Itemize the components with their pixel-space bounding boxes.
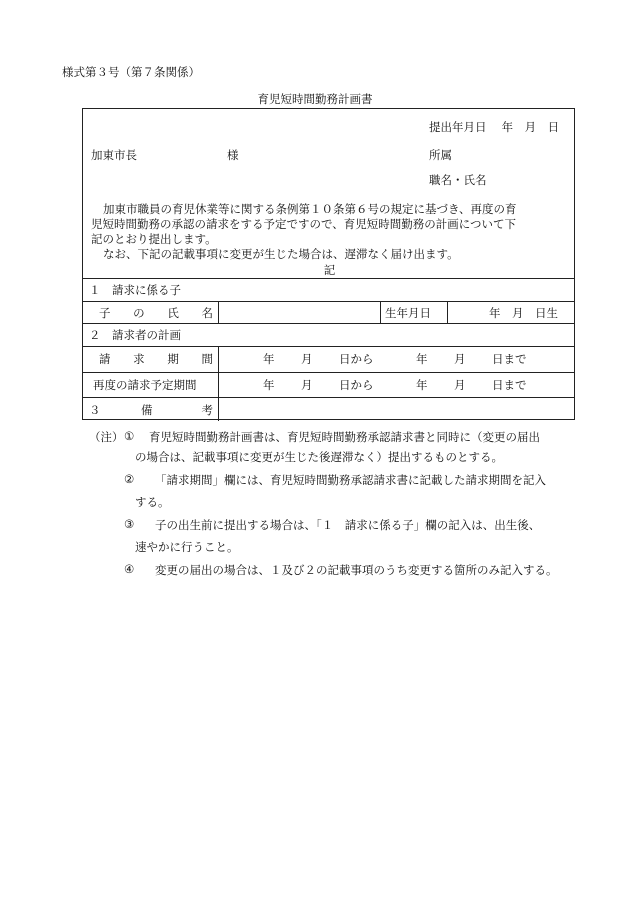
section-3-number: ３ <box>89 403 101 417</box>
vrule-plan-label <box>218 346 219 421</box>
re-from-day[interactable]: 日から <box>339 378 374 392</box>
recipient-honorific: 様 <box>227 148 239 162</box>
birth-date-label: 生年月日 <box>385 306 431 320</box>
note-3-marker: ③ <box>124 517 135 531</box>
notes-prefix: （注） <box>89 430 124 444</box>
vrule-child-label <box>218 301 219 323</box>
period-to-day[interactable]: 日まで <box>492 352 527 366</box>
period-to-month[interactable]: 月 <box>454 352 466 366</box>
child-name-char-4: 名 <box>201 306 213 320</box>
rule-3 <box>83 323 574 324</box>
period-char-4: 間 <box>201 352 213 366</box>
period-from-year[interactable]: 年 <box>263 352 275 366</box>
form-number: 様式第３号（第７条関係） <box>62 65 200 79</box>
note-1-line-2: の場合は、記載事項に変更が生じた後遅滞なく）提出するものとする。 <box>135 450 503 464</box>
child-name-char-2: の <box>133 306 145 320</box>
document-title: 育児短時間勤務計画書 <box>257 92 373 106</box>
period-from-day[interactable]: 日から <box>339 352 374 366</box>
note-2-line-1: 「請求期間」欄には、育児短時間勤務承認請求書に記載した請求期間を記入 <box>155 473 546 487</box>
body-paragraph-line-4: なお、下記の記載事項に変更が生じた場合は、遅滞なく届け出ます。 <box>103 247 459 261</box>
rule-5 <box>83 372 574 373</box>
rule-4 <box>83 346 574 347</box>
period-to-year[interactable]: 年 <box>416 352 428 366</box>
body-paragraph-line-3: 記のとおり提出します。 <box>91 232 217 246</box>
note-1-marker: ① <box>124 429 135 443</box>
vrule-birth-left <box>380 301 381 323</box>
section-2-heading: ２ 請求者の計画 <box>89 328 181 342</box>
rule-6 <box>83 397 574 398</box>
remarks-input[interactable] <box>220 399 574 419</box>
note-1-line-1: 育児短時間勤務計画書は、育児短時間勤務承認請求書と同時に（変更の届出 <box>149 430 540 444</box>
re-request-period-label: 再度の請求予定期間 <box>93 378 197 392</box>
remarks-char-1: 備 <box>141 403 153 417</box>
note-4-line-1: 変更の届出の場合は、１及び２の記載事項のうち変更する箇所のみ記入する。 <box>155 563 558 577</box>
remarks-char-2: 考 <box>201 403 213 417</box>
note-2-line-2: する。 <box>135 495 170 509</box>
period-char-2: 求 <box>133 352 145 366</box>
re-to-day[interactable]: 日まで <box>492 378 527 392</box>
request-period-label <box>99 351 213 367</box>
re-to-month[interactable]: 月 <box>454 378 466 392</box>
vrule-birth-right <box>447 301 448 323</box>
submission-date-label[interactable]: 提出年月日 年 月 日 <box>429 120 560 134</box>
body-paragraph-line-1: 加東市職員の育児休業等に関する条例第１０条第６号の規定に基づき、再度の育 <box>103 202 517 216</box>
re-from-year[interactable]: 年 <box>263 378 275 392</box>
note-3-line-2: 速やかに行うこと。 <box>135 540 239 554</box>
ki-heading: 記 <box>323 263 336 277</box>
child-name-label <box>99 305 213 321</box>
period-from-month[interactable]: 月 <box>301 352 313 366</box>
form-table <box>82 108 575 420</box>
birth-date-field[interactable]: 年 月 日生 <box>489 306 558 320</box>
remarks-label <box>141 402 213 418</box>
note-4-marker: ④ <box>124 562 135 576</box>
body-paragraph-line-2: 児短時間勤務の承認の請求をする予定ですので、育児短時間勤務の計画について下 <box>91 217 517 231</box>
note-3-line-1: 子の出生前に提出する場合は、「１ 請求に係る子」欄の記入は、出生後、 <box>155 518 541 532</box>
child-name-char-3: 氏 <box>167 306 179 320</box>
child-name-input[interactable] <box>220 302 378 322</box>
period-char-1: 請 <box>99 352 111 366</box>
recipient-mayor: 加東市長 <box>91 148 137 162</box>
child-name-char-1: 子 <box>99 306 111 320</box>
rule-1 <box>83 278 574 279</box>
affiliation-field[interactable]: 所属 <box>429 148 452 162</box>
position-name-field[interactable]: 職名・氏名 <box>429 173 487 187</box>
note-2-marker: ② <box>124 472 135 486</box>
re-from-month[interactable]: 月 <box>301 378 313 392</box>
re-to-year[interactable]: 年 <box>416 378 428 392</box>
period-char-3: 期 <box>167 352 179 366</box>
section-1-heading: １ 請求に係る子 <box>89 283 181 297</box>
